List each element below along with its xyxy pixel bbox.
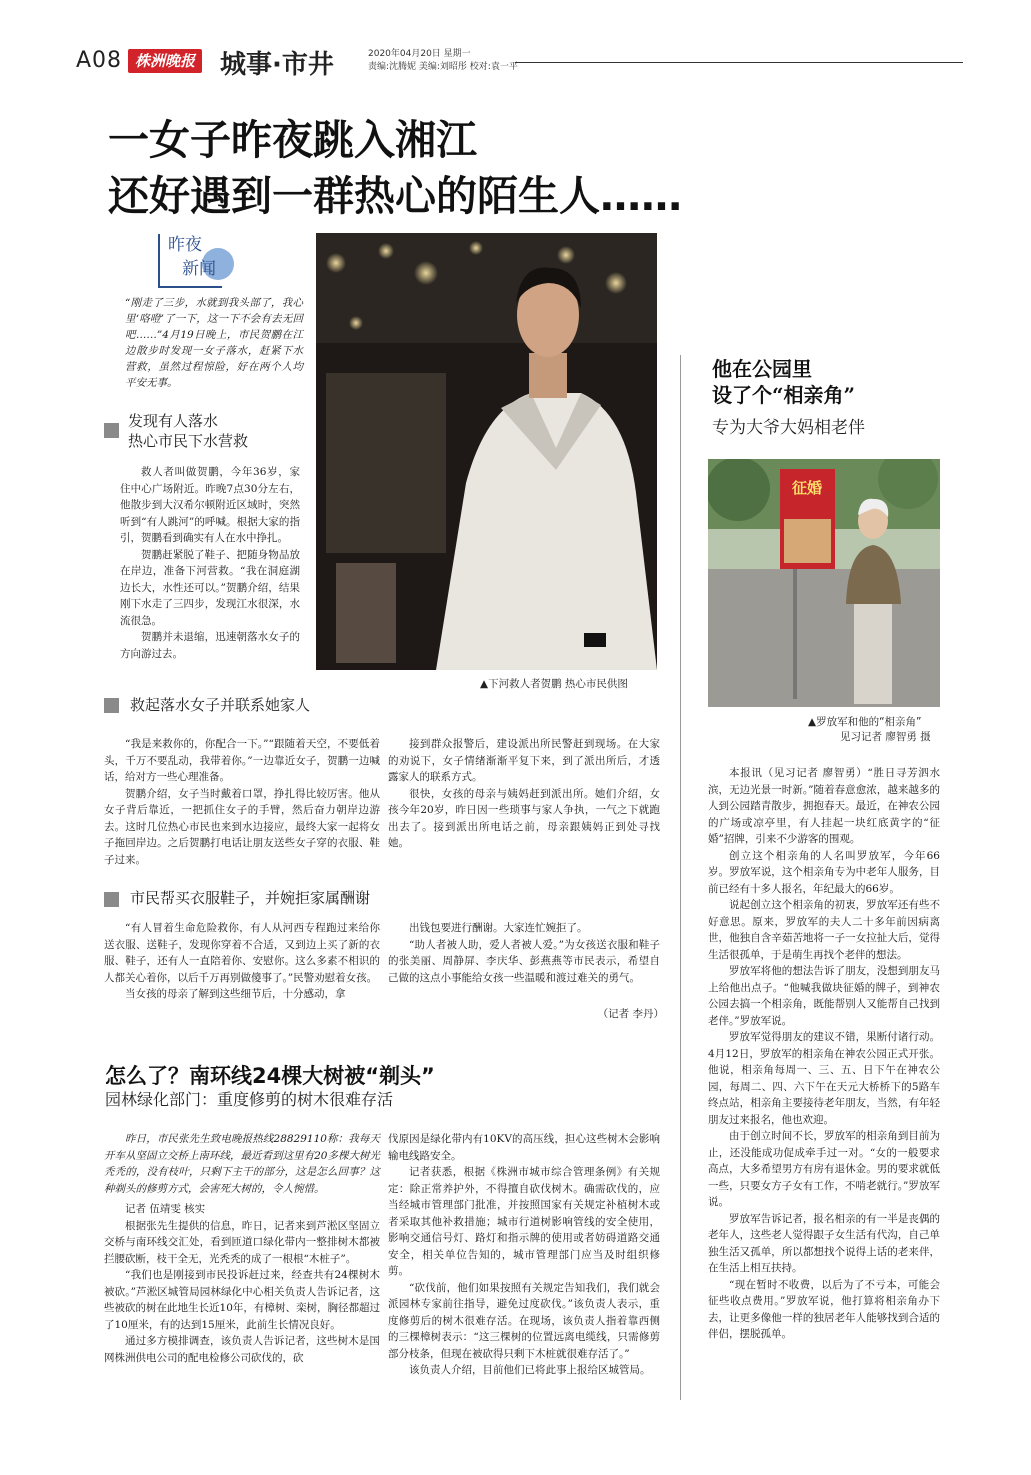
tree-story-headline: 怎么了？南环线24棵大树被“剃头” xyxy=(105,1064,435,1088)
paragraph: 贺鹏介绍，女子当时戴着口罩，挣扎得比较厉害。他从女子背后靠近，一把抓住女子的手臂，然后奋力朝岸边游去。这时几位热心市民也来到水边接应，最终大家一起将女子拖回岸边。之后贺鹏打电话让朋友送些女子穿的衣服、鞋子过来。 xyxy=(104,787,380,866)
subhead-clothes: 市民帮买衣服鞋子，并婉拒家属酬谢 xyxy=(130,889,371,907)
column-divider xyxy=(680,355,681,1400)
paragraph: “助人者被人助，爱人者被人爱。”为女孩送衣服和鞋子的张美丽、周静屏、李庆华、彭燕燕等市民表示，希望自己做的这点小事能给女孩一些温暖和渡过难关的勇气。 xyxy=(388,938,660,984)
matchmaking-photo xyxy=(708,459,940,707)
paragraph: 该负责人介绍，目前他们已将此事上报给区城管局。 xyxy=(409,1364,651,1376)
paragraph: 救人者叫做贺鹏，今年36岁，家住中心广场附近。昨晚7点30分左右，他散步到大汉希尔顿附近区域时，突然听到“有人跳河”的呼喊。根据大家的指引，贺鹏看到确实有人在水中挣扎。 xyxy=(120,466,300,544)
paragraph: 本报讯（见习记者 廖智勇）“胜日寻芳泗水滨，无边光景一时新。”随着春意愈浓，越来越多的人到公园踏青散步，拥抱春天。最近，在神农公园的广场或凉亭里，有人挂起一块红底黄字的“征婚”招牌，引来不少游客的围观。 xyxy=(708,767,940,845)
matchmaking-photo-illustration xyxy=(708,459,940,707)
tree-story-lead: 昨日，市民张先生致电晚报热线28829110称：我每天开车从坚固立交桥上南环线，最近看到这里有20多棵大树光秃秃的，没有枝叶，只剩下主干的部分，这是怎么回事？这种剃头的修剪方式，会害死大树的，令人惋惜。 xyxy=(104,1133,380,1195)
photo1-caption: ▲下河救人者贺鹏 热心市民供图 xyxy=(480,678,628,690)
main-headline xyxy=(108,112,808,224)
tree-story-body-right xyxy=(388,1131,660,1379)
paragraph: 很快，女孩的母亲与姨妈赶到派出所。她们介绍，女孩今年20岁，昨日因一些琐事与家人争执，一气之下就跑出去了。接到派出所电话之前，母亲跟姨妈正到处寻找她。 xyxy=(388,787,660,849)
paragraph: 创立这个相亲角的人名叫罗放军，今年66岁。罗放军说，这个相亲角专为中老年人服务，目前已经有十多人报名，年纪最大的66岁。 xyxy=(708,849,940,895)
story-lead: “刚走了三步，水就到我头部了，我心里‘咯噔’了一下，这一下不会有去无回吧……”4月19日晚上，市民贺鹏在江边散步时发现一女子落水，赶紧下水营救，虽然过程惊险，好在两个人均平安无事。 xyxy=(125,297,303,389)
staff-line: 责编:沈腾妮 美编:刘昭彤 校对:袁一平 xyxy=(368,62,518,72)
paragraph: “我们也是刚接到市民投诉赶过来，经查共有24棵树木被砍。”芦淞区城管局园林绿化中心相关负责人告诉记者，这些被砍的树在此地生长近10年，有樟树、栾树，胸径都超过了10厘米，有的达到15厘米，此前生长情况良好。 xyxy=(104,1269,380,1331)
headline-line-1: 一女子昨夜跳入湘江 xyxy=(108,116,477,164)
side-title-line-2: 设了个“相亲角” xyxy=(712,383,856,407)
newspaper-logo: 株洲晚报 xyxy=(128,49,202,73)
paragraph: 出钱包要进行酬谢。大家连忙婉拒了。 xyxy=(409,922,588,934)
sign-text: 征婚 xyxy=(791,479,823,497)
header-rule xyxy=(515,62,963,63)
paragraph: 贺鹏并未退缩，迅速朝落水女子的方向游过去。 xyxy=(120,631,300,660)
subhead-rescue-line-1: 发现有人落水 xyxy=(128,412,219,430)
paragraph: 由于创立时间不长，罗放军的相亲角到目前为止，还没能成功促成牵手过一对。“女的一般要求高点，大多希望男方有房有退休金。男的要求就低一些，只要女方子女有工作，不啃老就行。”罗放军说。 xyxy=(708,1130,940,1208)
subhead-square-icon xyxy=(104,423,119,438)
tree-story-body-left xyxy=(104,1131,380,1366)
paragraph: 通过多方模排调查，该负责人告诉记者，这些树木是国网株洲供电公司的配电检修公司砍伐的，砍 xyxy=(104,1335,380,1364)
paragraph: 记者获悉，根据《株洲市城市综合管理条例》有关规定：除正常养护外，不得擅自砍伐树木。确需砍伐的，应当经城市管理部门批准，并按照国家有关规定补植树木或者采取其他补救措施；城市行道树影响管线的安全使用，影响交通信号灯、路灯和指示牌的使用或者妨碍道路交通安全，相关单位告知的，城市管理部门应当及时组织修剪。 xyxy=(388,1166,660,1277)
section3-body-left xyxy=(104,920,380,1003)
paragraph: “现在暂时不收费，以后为了不亏本，可能会征些收点费用。”罗放军说，他打算将相亲角办下去，让更多像他一样的独居老年人能够找到合适的伴侣，摆脱孤单。 xyxy=(708,1278,940,1340)
tree-story-subheadline: 园林绿化部门：重度修剪的树木很难存活 xyxy=(105,1090,394,1109)
subhead-rescue xyxy=(128,411,248,451)
paragraph: 罗放军觉得朋友的建议不错，果断付诸行动。4月12日，罗放军的相亲角在神农公园正式开张。他说，相亲角每周一、三、五、日下午在神农公园，每周二、四、六下午在天元大桥桥下的5路车终点站，相亲角主要接待老年朋友，当然，有年轻朋友过来报名，他也欢迎。 xyxy=(708,1031,940,1126)
paragraph: “砍伐前，他们如果按照有关规定告知我们，我们就会派园林专家前往指导，避免过度砍伐。”该负责人表示，重度修剪后的树木很难存活。在现场，该负责人指着靠西侧的三棵樟树表示：“这三棵树的位置远离电缆线，只需修剪部分枝条，但现在被砍得只剩下木桩就很难存活了。” xyxy=(388,1281,660,1360)
paragraph: 当女孩的母亲了解到这些细节后，十分感动，拿 xyxy=(125,988,346,1000)
section2-body-left xyxy=(104,736,380,868)
paragraph: 根据张先生提供的信息，昨日，记者来到芦淞区坚固立交桥与南环线交汇处，看到匝道口绿化带内一整排树木都被拦腰砍断，枝干全无，光秃秃的成了一根根“木桩子”。 xyxy=(104,1219,380,1265)
date-line: 2020年04月20日 星期一 xyxy=(368,49,471,59)
subhead-square-icon xyxy=(104,698,119,713)
section-title: 城事·市井 xyxy=(220,50,334,80)
rescuer-photo-illustration xyxy=(316,233,657,670)
paragraph: “我是来救你的，你配合一下。”“跟随着天空，不要低着头，千万不要乱动，我带着你。”一边靠近女子，贺鹏一边喊话，给对方一些心理准备。 xyxy=(104,738,380,783)
section2-body-right xyxy=(388,736,660,852)
header-meta xyxy=(368,48,518,74)
paragraph: 伐原因是绿化带内有10KV的高压线，担心这些树木会影响输电线路安全。 xyxy=(388,1133,660,1162)
side-story-body xyxy=(708,765,940,1343)
subhead-family: 救起落水女子并联系她家人 xyxy=(130,696,311,714)
page-number: A08 xyxy=(76,48,123,73)
subhead-square-icon xyxy=(104,892,119,907)
tag-label-1: 昨夜 xyxy=(168,235,202,255)
headline-line-2: 还好遇到一群热心的陌生人…… xyxy=(108,172,682,220)
paragraph: 说起创立这个相亲角的初衷，罗放军还有些不好意思。原来，罗放军的夫人二十多年前因病离世，他独自含辛茹苦地将一子一女拉扯大后，觉得生活很孤单，于是萌生再找个老伴的想法。 xyxy=(708,899,940,961)
paragraph: “有人冒着生命危险救你，有人从河西专程跑过来给你送衣服、送鞋子，发现你穿着不合适，又到边上买了新的衣服、鞋子，还有人一直陪着你、安慰你。这么多素不相识的人都关心着你，以后千万再别做傻事了。”民警劝慰着女孩。 xyxy=(104,922,380,984)
paragraph: 罗放军告诉记者，报名相亲的有一半是丧偶的老年人，这些老人觉得跟子女生活有代沟，自己单独生活又孤单，所以都想找个说得上话的老来伴，在生活上相互扶持。 xyxy=(708,1212,940,1274)
news-tag xyxy=(158,228,240,288)
side-title-line-1: 他在公园里 xyxy=(712,357,812,381)
section3-body-right xyxy=(388,920,660,986)
subhead-rescue-line-2: 热心市民下水营救 xyxy=(128,432,249,450)
photo2-caption-1: ▲罗放军和他的“相亲角” xyxy=(808,716,922,728)
paragraph: 接到群众报警后，建设派出所民警赶到现场。在大家的劝说下，女子情绪渐渐平复下来，到了派出所后，才透露家人的联系方式。 xyxy=(388,738,660,783)
side-story-subtitle: 专为大爷大妈相老伴 xyxy=(712,418,865,438)
tag-label-2: 新闻 xyxy=(182,259,216,279)
side-story-title xyxy=(712,356,855,408)
tree-story-byline: 记者 伍靖雯 核实 xyxy=(125,1203,206,1215)
rescuer-photo xyxy=(316,233,657,670)
paragraph: 罗放军将他的想法告诉了朋友，没想到朋友马上给他出点子。“他喊我做块征婚的牌子，到神农公园去搞一个相亲角，既能帮别人又能帮自己找到老伴。”罗放军说。 xyxy=(708,965,940,1027)
photo2-caption-2: 见习记者 廖智勇 摄 xyxy=(840,731,931,743)
section1-body xyxy=(120,464,300,662)
main-story-byline: （记者 李丹） xyxy=(597,1008,664,1020)
paragraph: 贺鹏赶紧脱了鞋子、把随身物品放在岸边，准备下河营救。“我在洞庭湖边长大，水性还可以。”贺鹏介绍，结果刚下水走了三四步，发现江水很深，水流很急。 xyxy=(120,548,300,627)
